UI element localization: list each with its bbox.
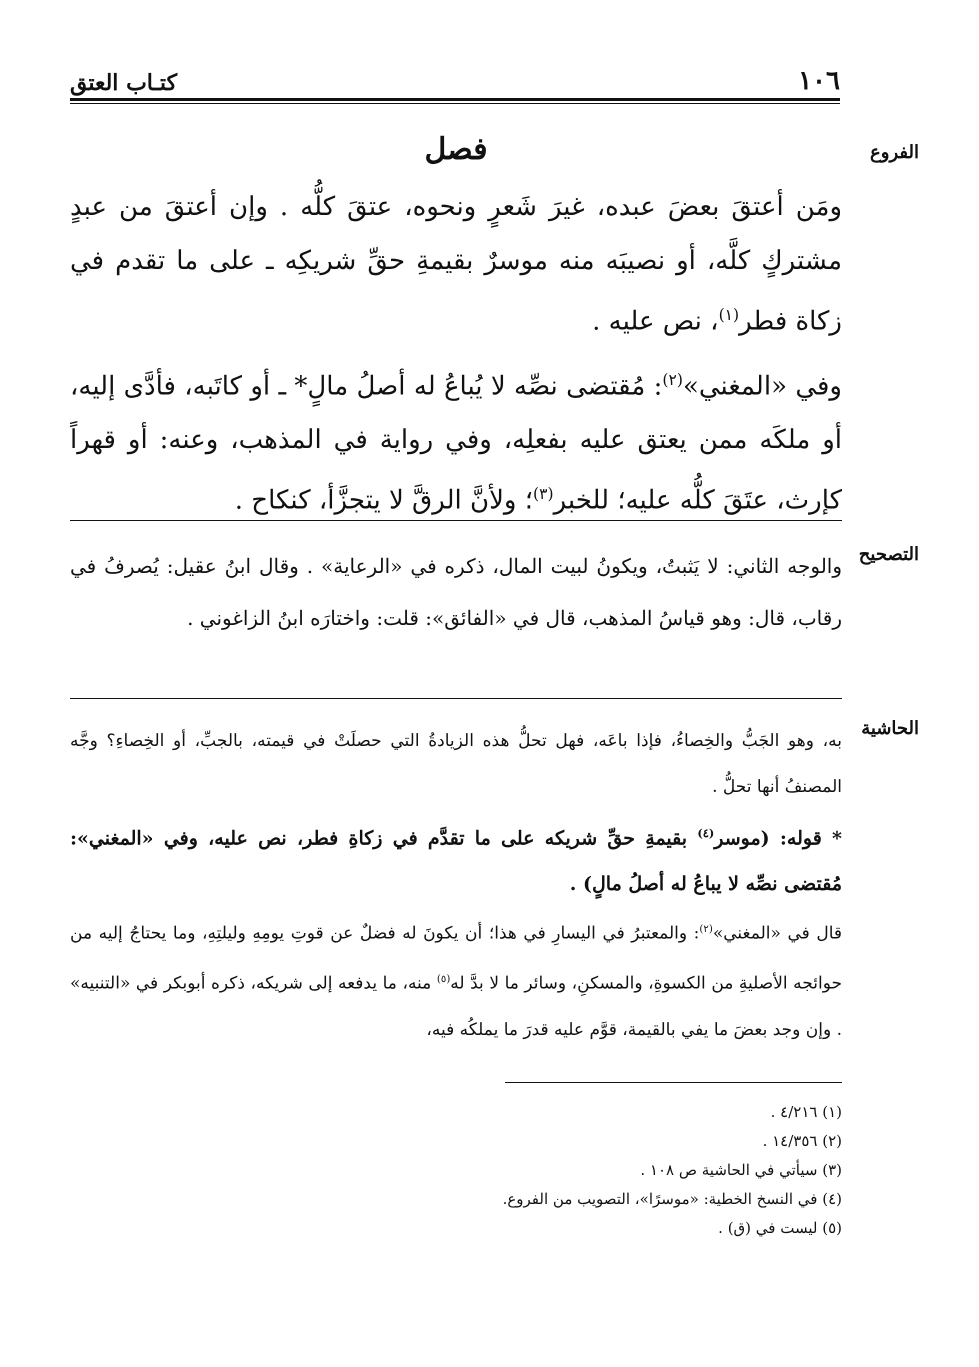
furu-text [70,180,842,532]
book-title: كتـاب العتق [70,70,178,96]
footnotes [70,1098,842,1243]
footnote-item: (٢) ١٤/٣٥٦ . [762,1132,842,1150]
page-number: ١٠٦ [798,66,840,96]
section-title: فصل [424,132,488,167]
page-header [70,62,840,96]
footnote-ref: (٥) [436,973,451,985]
header-rule-thin [70,103,840,104]
footnote-ref: (٣) [532,485,554,504]
hashiya-paragraph-1: به، وهو الجَبُّ والخِصاءُ، فإذا باعَه، فهل تحلُّ هذه الزيادةُ التي حصلَتْ في قيمته، بالجبِّ، أو الخِصاءِ؟ وجَّه المصنفُ أنها تحلُّ . [70,731,842,797]
footnote-ref: (٢) [662,370,683,389]
header-rule-thick [70,98,840,101]
hashiya-text [70,718,842,1053]
label-furu: الفروع [870,142,919,163]
furu-paragraph-2: وفي «المغني»$^{(٢)}$: مُقتضى نصِّه لا يُباعُ له أصلُ مالٍ* ـ أو كاتَبه، فأدَّى إليه، أو ملكَه ممن يعتق عليه بفعلِه، وفي رواية في المذهب، وعنه: أو قهراً كإرث، عتَقَ كلُّه عليه؛ للخبر$^{(٣)}$؛ ولأنَّ الرقَّ لا يتجزَّأ، كنكاح . [70,370,842,516]
label-tashih: التصحيح [858,544,919,565]
footnote-ref: (٤) [697,826,715,840]
footnote-item: (١) ٤/٢١٦ . [770,1103,842,1121]
hashiya-paragraph-2: * قوله: (موسر$^{(٤)}$ بقيمةِ حقِّ شريكه على ما تقدَّم في زكاةِ فطر، نص عليه، وفي «المغني»: مُقتضى نصِّه لا يباعُ له أصلُ مالٍ) . [70,826,842,896]
label-hashiya: الحاشية [861,718,919,739]
footnote-rule [505,1082,842,1083]
section-divider [70,520,842,521]
section-divider [70,698,842,699]
footnote-ref: (٢) [699,924,713,936]
footnote-ref: (١) [718,306,740,324]
tashih-text: والوجه الثاني: لا يَثبتُ، ويكونُ لبيت المال، ذكره في «الرعاية» . وقال ابنُ عقيل: يُصرفُ في رقاب، قال: وهو قياسُ المذهب، قال في «الفائق»: قلت: واختارَه ابنُ الزاغوني . [70,554,842,630]
footnote-item: (٣) سيأتي في الحاشية ص ١٠٨ . [640,1161,842,1179]
hashiya-paragraph-3: قال في «المغني»$^{(٢)}$: والمعتبرُ في اليسارِ في هذا؛ أن يكونَ له فضلٌ عن قوتِ يومِهِ وليلتِهِ، وما يحتاجُ إليه من حوائجه الأصليةِ من الكسوةِ، والمسكنِ، وسائر ما لا بدَّ له$^{(٥)}$ منه، ما يدفعه إلى شريكه، ذكره أبوبكر في «التنبيه» . وإن وجد بعضَ ما يفي بالقيمة، قوَّم عليه قدرَ ما يملكُه فيه، [70,923,843,1040]
furu-paragraph-1: ومَن أعتقَ بعضَ عبده، غيرَ شَعرٍ ونحوه، عتقَ كلُّه . وإن أعتقَ من عبدٍ مشتركٍ كلَّه، أو نصيبَه منه موسرٌ بقيمةِ حقِّ شريكِه ـ على ما تقدم في زكاة فطر$^{(١)}$، نص عليه . [70,192,842,337]
footnote-item: (٥) ليست في (ق) . [718,1219,842,1237]
footnote-item: (٤) في النسخ الخطية: «موسرًا»، التصويب من الفروع. [502,1190,842,1208]
